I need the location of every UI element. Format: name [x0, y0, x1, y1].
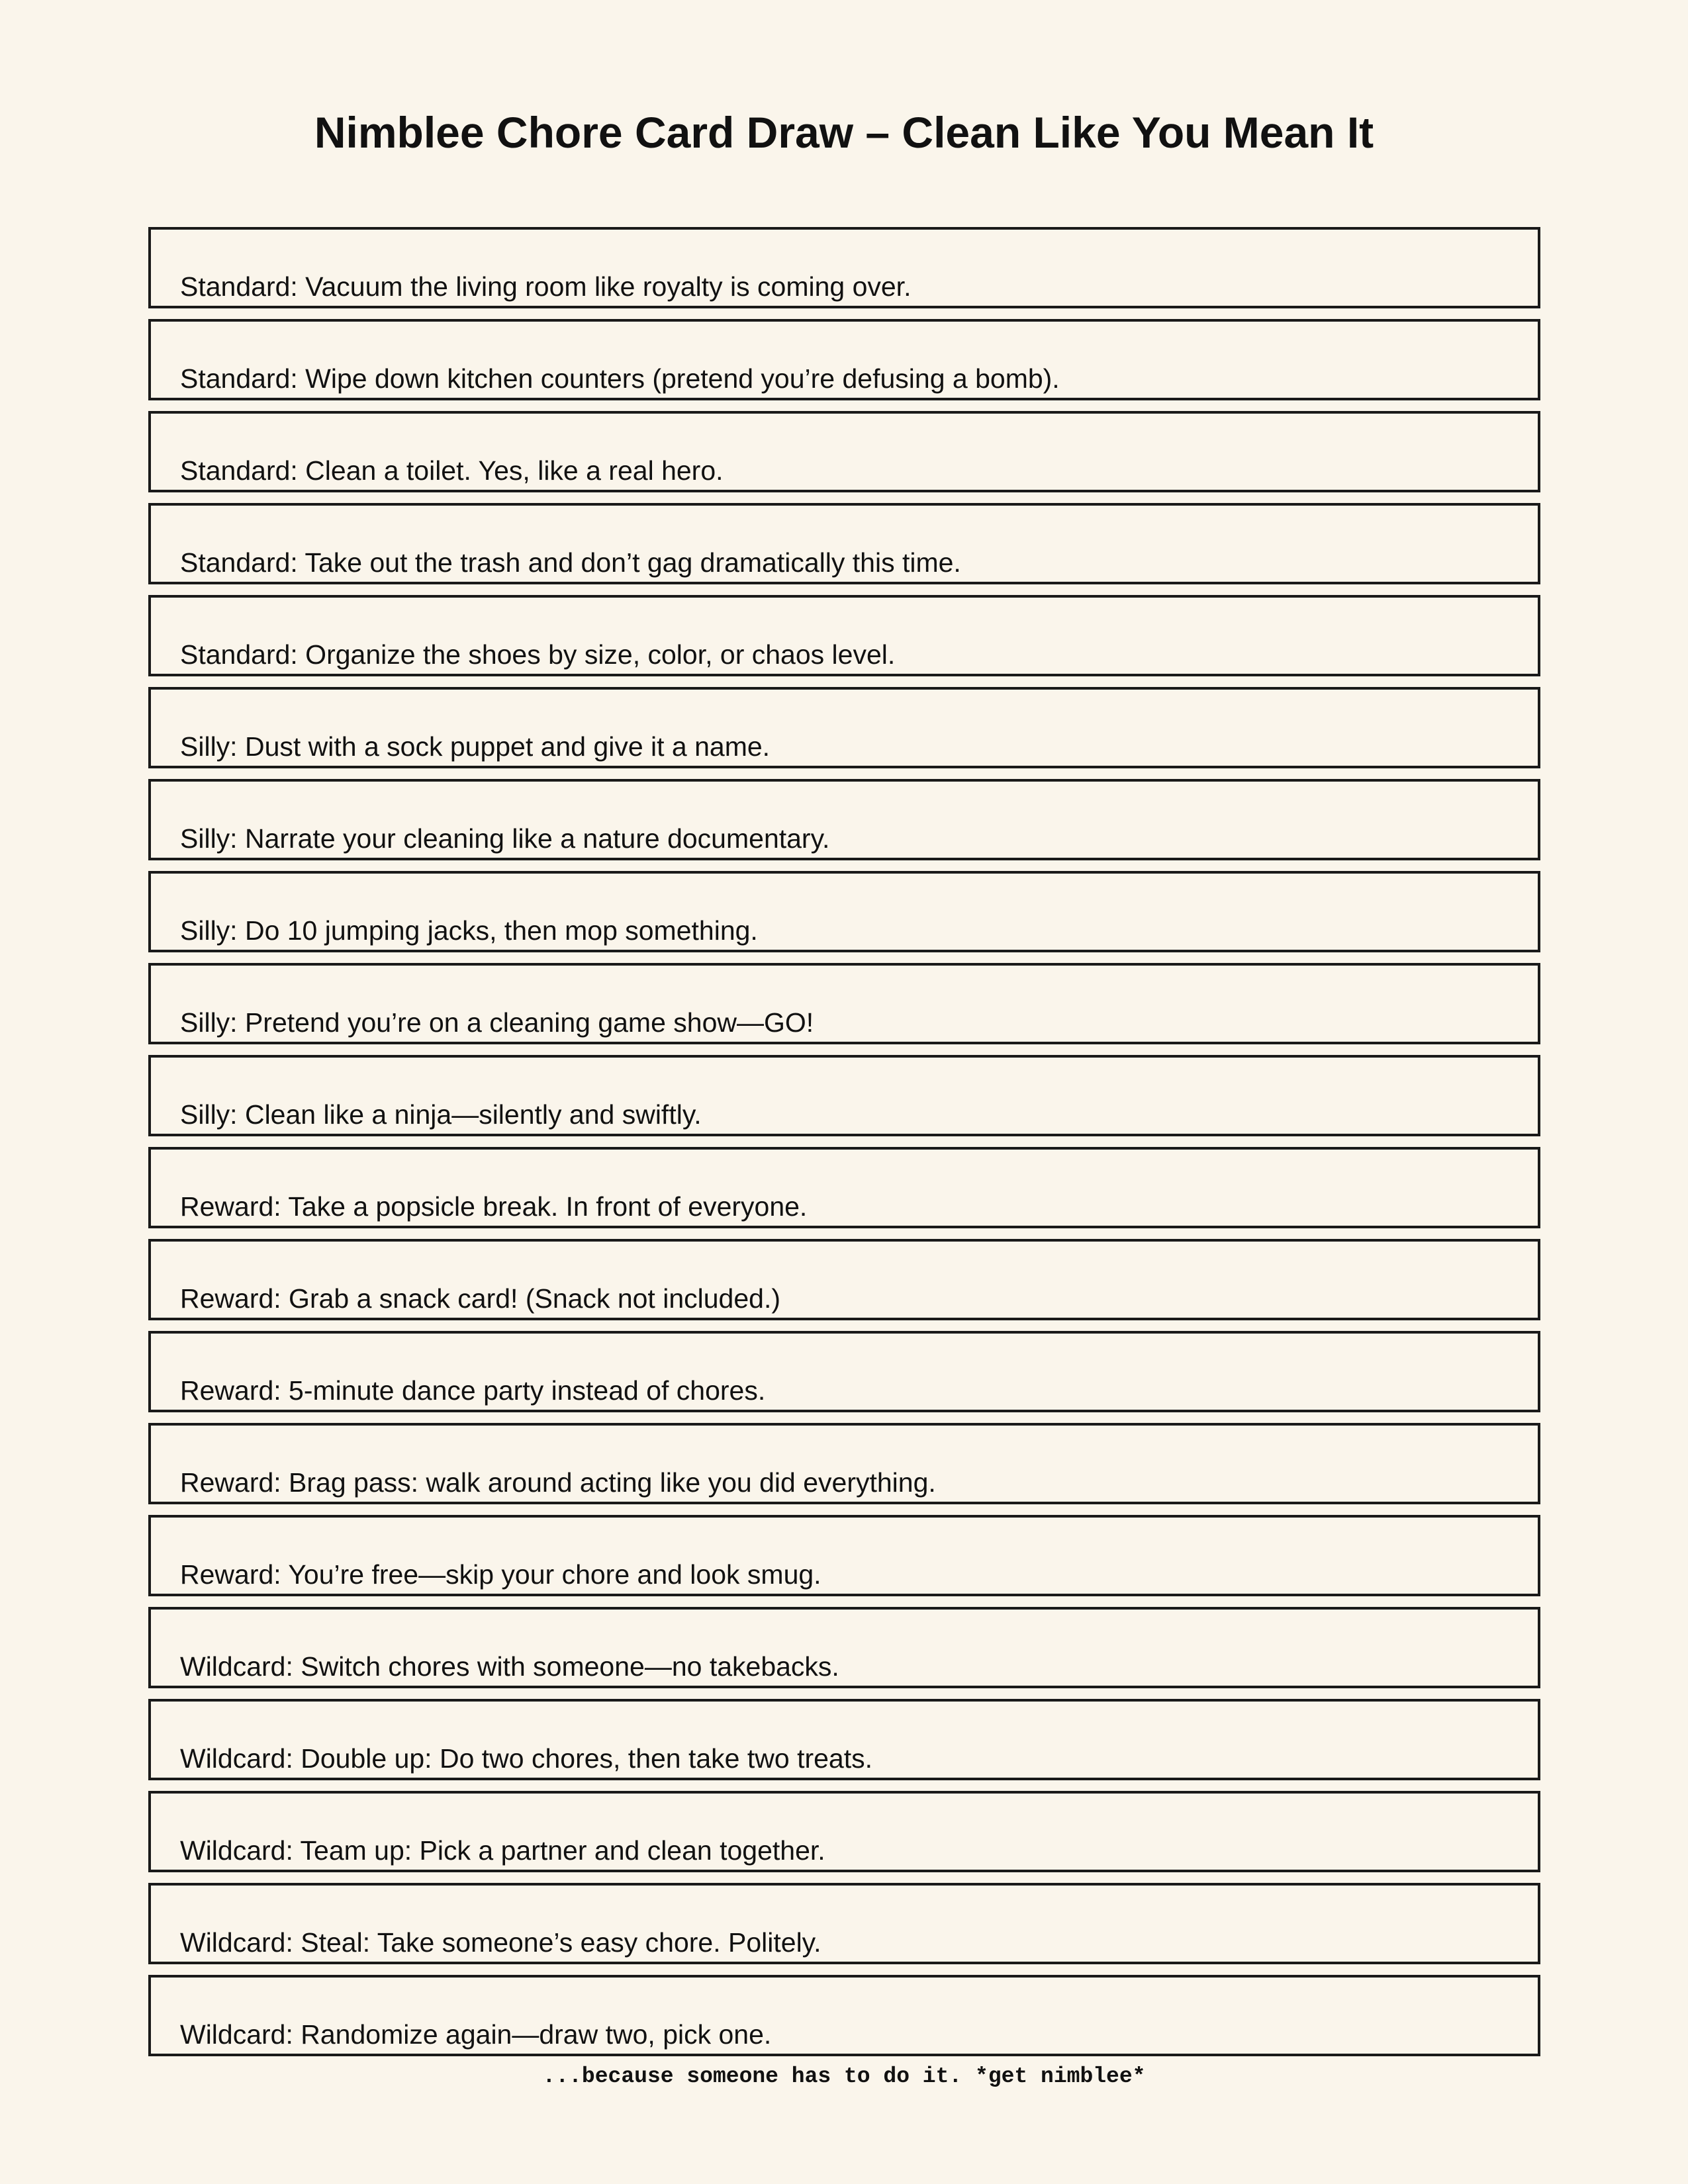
chore-card: [148, 1975, 1540, 2056]
chore-card-text: Wildcard: Double up: Do two chores, then take two treats.: [180, 1743, 873, 1774]
chore-card-text: Reward: Grab a snack card! (Snack not included.): [180, 1283, 780, 1314]
chore-card-text: Standard: Wipe down kitchen counters (pretend you’re defusing a bomb).: [180, 363, 1060, 394]
chore-card-text: Wildcard: Team up: Pick a partner and clean together.: [180, 1835, 825, 1866]
chore-card-text: Wildcard: Randomize again—draw two, pick one.: [180, 2019, 772, 2050]
chore-card-text: Wildcard: Steal: Take someone’s easy chore. Politely.: [180, 1927, 821, 1958]
chore-card: [148, 411, 1540, 492]
chore-card: [148, 1699, 1540, 1780]
chore-card: [148, 1055, 1540, 1136]
chore-card: [148, 595, 1540, 676]
chore-card: [148, 227, 1540, 308]
chore-card-text: Wildcard: Switch chores with someone—no takebacks.: [180, 1651, 839, 1682]
chore-card: [148, 1423, 1540, 1504]
footer-tagline: ...because someone has to do it. *get nimblee*: [542, 2064, 1146, 2089]
chore-card: [148, 503, 1540, 584]
chore-card: [148, 1331, 1540, 1412]
chore-card: [148, 319, 1540, 400]
chore-card: [148, 871, 1540, 952]
chore-card-text: Silly: Do 10 jumping jacks, then mop something.: [180, 915, 758, 946]
chore-card-text: Standard: Vacuum the living room like royalty is coming over.: [180, 271, 912, 302]
chore-card-text: Reward: Brag pass: walk around acting like you did everything.: [180, 1467, 936, 1498]
page-title: Nimblee Chore Card Draw – Clean Like You Mean It: [314, 108, 1374, 157]
chore-card: [148, 1607, 1540, 1688]
chore-card-text: Reward: You’re free—skip your chore and look smug.: [180, 1559, 821, 1590]
chore-card-text: Silly: Pretend you’re on a cleaning game show—GO!: [180, 1007, 814, 1038]
chore-card-list: [148, 227, 1540, 2067]
chore-card-text: Standard: Organize the shoes by size, color, or chaos level.: [180, 639, 896, 670]
chore-card-text: Standard: Clean a toilet. Yes, like a real hero.: [180, 455, 724, 486]
chore-card-text: Silly: Clean like a ninja—silently and swiftly.: [180, 1099, 702, 1130]
chore-card: [148, 1239, 1540, 1320]
chore-card: [148, 1147, 1540, 1228]
chore-card: [148, 1515, 1540, 1596]
chore-card-text: Standard: Take out the trash and don’t gag dramatically this time.: [180, 547, 961, 578]
chore-card: [148, 963, 1540, 1044]
chore-card: [148, 1791, 1540, 1872]
chore-card: [148, 687, 1540, 768]
chore-card-text: Reward: Take a popsicle break. In front of everyone.: [180, 1191, 808, 1222]
chore-card-text: Silly: Dust with a sock puppet and give it a name.: [180, 731, 771, 762]
chore-card-text: Silly: Narrate your cleaning like a nature documentary.: [180, 823, 830, 854]
chore-card: [148, 779, 1540, 860]
chore-card: [148, 1883, 1540, 1964]
chore-card-text: Reward: 5-minute dance party instead of chores.: [180, 1375, 766, 1406]
